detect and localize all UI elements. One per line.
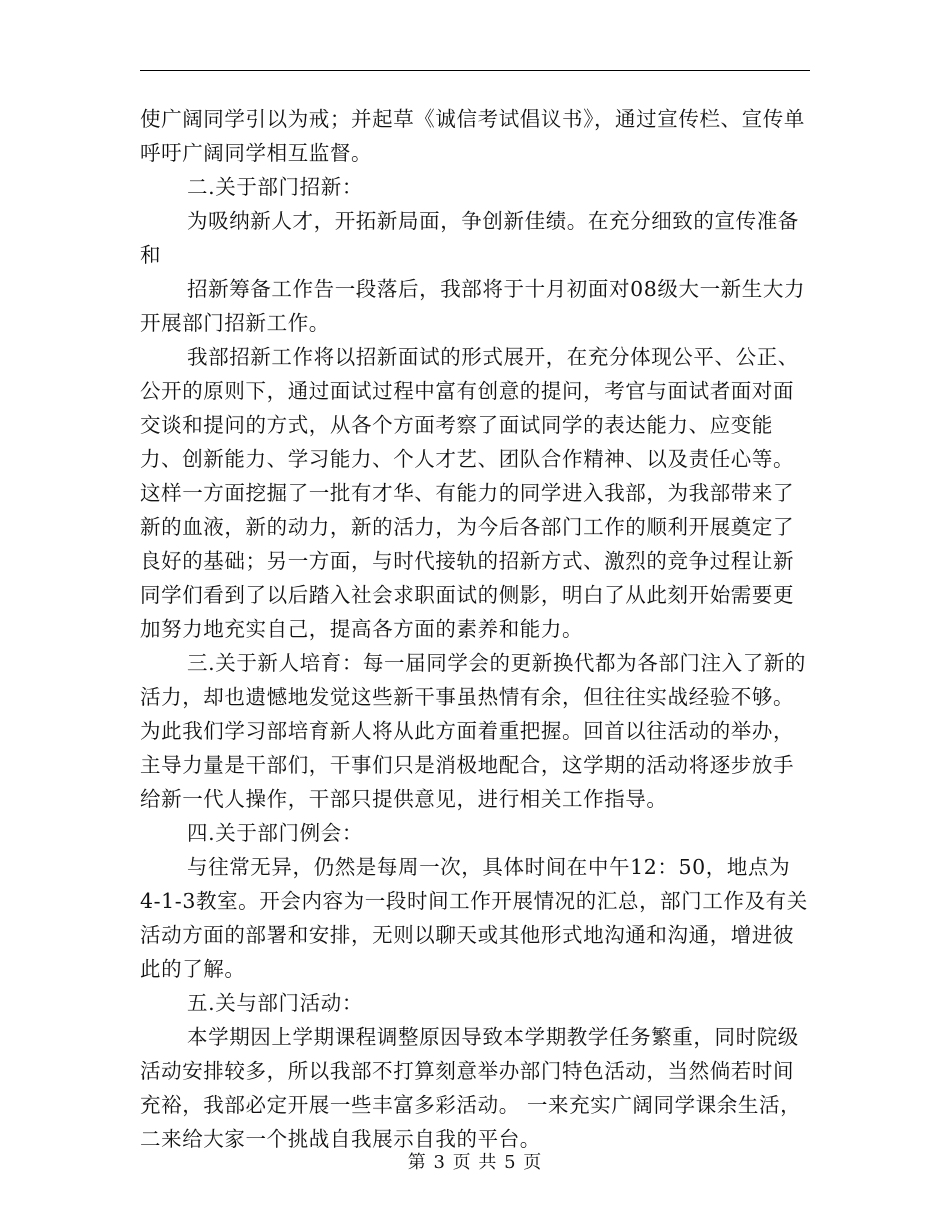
paragraph: 三.关于新人培育：每一届同学会的更新换代都为各部门注入了新的活力，却也遗憾地发觉这些新干事虽热情有余，但往往实战经验不够。为此我们学习部培育新人将从此方面着重把握。回首以往活动的举办，主导力量是干部们，干事们只是消极地配合，这学期的活动将逐步放手给新一代人操作，干部只提供意见，进行相关工作指导。 [140,651,807,811]
paragraph: 与往常无异，仍然是每周一次，具体时间在中午12：50，地点为4-1-3教室。开会内容为一段时间工作开展情况的汇总，部门工作及有关活动方面的部署和安排，无则以聊天或其他形式地沟通和沟通，增进彼此的了解。 [140,855,808,981]
section-heading-recruitment: 二.关于部门招新： [187,175,363,199]
page-number-footer: 第 3 页 共 5 页 [407,1152,543,1173]
header-rule [140,70,810,71]
section-heading-meeting: 四.关于部门例会： [187,821,363,845]
section-heading-activities: 五.关与部门活动： [187,991,363,1015]
paragraph: 我部招新工作将以招新面试的形式展开，在充分体现公平、公正、公开的原则下，通过面试过程中富有创意的提问，考官与面试者面对面交谈和提问的方式，从各个方面考察了面试同学的表达能力、应变能力、创新能力、学习能力、个人才艺、团队合作精神、以及责任心等。 这样一方面挖掘了一批有才华、有能力的同学进入我部，为我部带来了新的血液，新的动力，新的活力，为今后各部门工作的顺利开展奠定了良好的基础；另一方面，与时代接轨的招新方式、激烈的竞争过程让新同学们看到了以后踏入社会求职面试的侧影，明白了从此刻开始需要更加努力地充实自己，提高各方面的素养和能力。 [140,345,799,641]
paragraph: 为吸纳新人才，开拓新局面，争创新佳绩。在充分细致的宣传准备和 [140,209,799,267]
paragraph: 使广阔同学引以为戒；并起草《诚信考试倡议书》，通过宣传栏、宣传单呼吁广阔同学相互监督。 [140,107,805,165]
paragraph: 招新筹备工作告一段落后，我部将于十月初面对08级大一新生大力开展部门招新工作。 [140,277,806,335]
paragraph: 本学期因上学期课程调整原因导致本学期教学任务繁重，同时院级活动安排较多，所以我部不打算刻意举办部门特色活动，当然倘若时间充裕，我部必定开展一些丰富多彩活动。 一来充实广阔同学课余生活，二来给大家一个挑战自我展示自我的平台。 [140,1025,802,1151]
document-body [140,102,810,1156]
